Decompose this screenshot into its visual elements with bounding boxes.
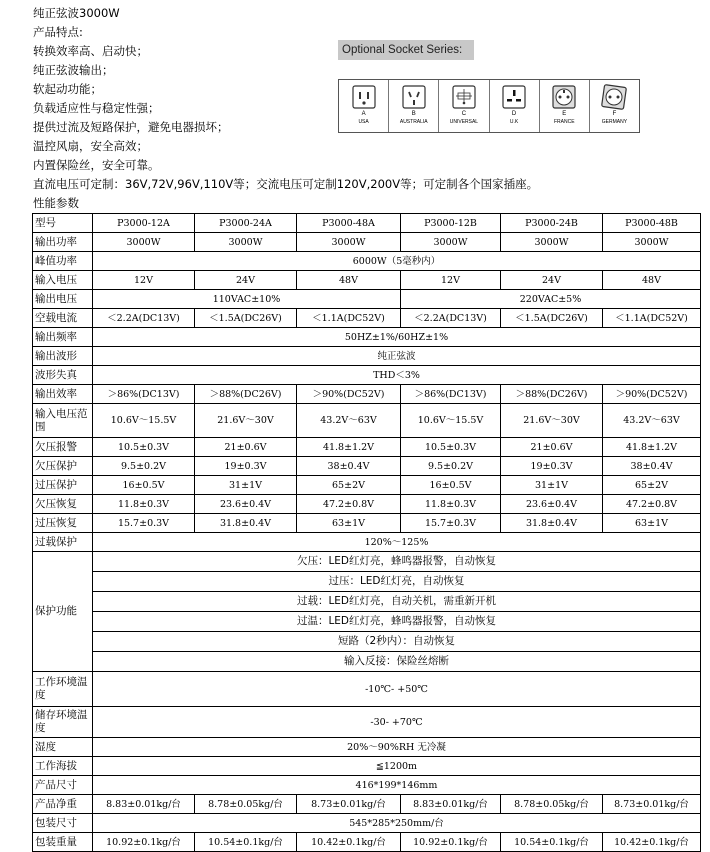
- spec-value: 31±1V: [195, 476, 297, 495]
- spec-row: [33, 438, 701, 457]
- spec-value: 63±1V: [297, 514, 401, 533]
- spec-row: [33, 814, 701, 833]
- spec-value: 3000W: [501, 233, 603, 252]
- spec-value: P3000-24B: [501, 214, 603, 233]
- feature-line: 提供过流及短路保护，避免电器损坏；: [33, 120, 229, 134]
- spec-value: 9.5±0.2V: [93, 457, 195, 476]
- socket-option-e: [540, 80, 590, 132]
- socket-option-b: [389, 80, 439, 132]
- spec-row: [33, 552, 701, 672]
- australia-socket-icon: [399, 84, 429, 110]
- spec-value: ＞88%(DC26V): [501, 385, 603, 404]
- spec-value: 16±0.5V: [401, 476, 501, 495]
- spec-row: [33, 347, 701, 366]
- spec-label: 保护功能: [33, 552, 93, 672]
- spec-row: [33, 271, 701, 290]
- spec-value: ＜2.2A(DC13V): [401, 309, 501, 328]
- spec-value: 19±0.3V: [195, 457, 297, 476]
- spec-value: 10.42±0.1kg/台: [603, 833, 701, 852]
- spec-label: 过压保护: [33, 476, 93, 495]
- usa-socket-icon: [349, 84, 379, 110]
- spec-row: [33, 776, 701, 795]
- spec-label: 输出频率: [33, 328, 93, 347]
- socket-country: USA: [358, 119, 369, 125]
- spec-table-body: [33, 214, 701, 852]
- spec-value: 48V: [297, 271, 401, 290]
- spec-row: [33, 214, 701, 233]
- spec-value: -30- +70℃: [93, 707, 701, 738]
- spec-value: 纯正弦波: [93, 347, 701, 366]
- spec-row: [33, 533, 701, 552]
- specs-heading: 性能参数: [33, 196, 79, 210]
- spec-label: 输入电压: [33, 271, 93, 290]
- socket-country: FRANCE: [553, 119, 575, 125]
- spec-value: 16±0.5V: [93, 476, 195, 495]
- socket-letter: E: [562, 111, 567, 117]
- socket-country: GERMANY: [601, 119, 628, 125]
- spec-value: P3000-12B: [401, 214, 501, 233]
- spec-value: ＞90%(DC52V): [297, 385, 401, 404]
- socket-country: U.K: [509, 119, 519, 125]
- spec-row: [33, 290, 701, 309]
- feature-line: 转换效率高、启动快；: [33, 44, 148, 58]
- spec-label: 输出电压: [33, 290, 93, 309]
- spec-row: [33, 495, 701, 514]
- spec-value: 38±0.4V: [297, 457, 401, 476]
- spec-value: ＜1.1A(DC52V): [297, 309, 401, 328]
- spec-value: 10.54±0.1kg/台: [501, 833, 603, 852]
- spec-row: [33, 404, 701, 438]
- protection-line: 欠压：LED红灯亮，蜂鸣器报警，自动恢复: [93, 552, 700, 572]
- spec-value: ＞86%(DC13V): [401, 385, 501, 404]
- spec-value: 12V: [401, 271, 501, 290]
- spec-row: [33, 252, 701, 271]
- spec-label: 欠压恢复: [33, 495, 93, 514]
- spec-value: 47.2±0.8V: [297, 495, 401, 514]
- spec-value: 21±0.6V: [501, 438, 603, 457]
- spec-row: [33, 385, 701, 404]
- spec-value: 43.2V～63V: [297, 404, 401, 438]
- protection-line: 过载：LED红灯亮，自动关机，需重新开机: [93, 592, 700, 612]
- socket-option-a: [339, 80, 389, 132]
- spec-value: ＜1.5A(DC26V): [195, 309, 297, 328]
- spec-value: 24V: [195, 271, 297, 290]
- spec-value: ＜1.1A(DC52V): [603, 309, 701, 328]
- socket-option-f: [590, 80, 639, 132]
- spec-value: P3000-24A: [195, 214, 297, 233]
- spec-value: 23.6±0.4V: [501, 495, 603, 514]
- spec-value: 3000W: [297, 233, 401, 252]
- feature-line: 软起动功能；: [33, 82, 102, 96]
- spec-value: 21±0.6V: [195, 438, 297, 457]
- feature-line: 温控风扇，安全高效；: [33, 139, 148, 153]
- spec-value: 8.73±0.01kg/台: [297, 795, 401, 814]
- feature-line: 内置保险丝，安全可靠。: [33, 158, 160, 172]
- spec-value: 6000W（5毫秒内）: [93, 252, 701, 271]
- spec-value: 11.8±0.3V: [93, 495, 195, 514]
- spec-label: 包装重量: [33, 833, 93, 852]
- spec-value: ＞88%(DC26V): [195, 385, 297, 404]
- spec-value: P3000-12A: [93, 214, 195, 233]
- spec-value: 8.78±0.05kg/台: [501, 795, 603, 814]
- socket-letter: A: [361, 111, 366, 117]
- protection-line: 过压：LED红灯亮，自动恢复: [93, 572, 700, 592]
- socket-country: AUSTRALIA: [399, 119, 428, 125]
- spec-value: 8.78±0.05kg/台: [195, 795, 297, 814]
- spec-value: 41.8±1.2V: [297, 438, 401, 457]
- spec-value: 10.42±0.1kg/台: [297, 833, 401, 852]
- socket-letter: F: [612, 111, 617, 117]
- socket-letter: C: [461, 111, 467, 117]
- spec-value: 48V: [603, 271, 701, 290]
- uk-socket-icon: [499, 84, 529, 110]
- spec-row: [33, 738, 701, 757]
- germany-socket-icon: [599, 84, 629, 110]
- spec-row: [33, 757, 701, 776]
- protection-line: 输入反接：保险丝熔断: [344, 655, 449, 667]
- feature-line: 负载适应性与稳定性强；: [33, 101, 160, 115]
- spec-value: 63±1V: [603, 514, 701, 533]
- spec-label: 输出功率: [33, 233, 93, 252]
- spec-value: 220VAC±5%: [401, 290, 701, 309]
- universal-socket-icon: [449, 84, 479, 110]
- spec-value: 10.6V～15.5V: [401, 404, 501, 438]
- socket-letter: D: [511, 111, 517, 117]
- spec-row: [33, 795, 701, 814]
- spec-label: 欠压报警: [33, 438, 93, 457]
- spec-value: ＞90%(DC52V): [603, 385, 701, 404]
- socket-strip: [338, 79, 640, 133]
- spec-row: [33, 833, 701, 852]
- spec-row: [33, 514, 701, 533]
- spec-row: [33, 233, 701, 252]
- spec-value: 21.6V～30V: [501, 404, 603, 438]
- spec-label: 过载保护: [33, 533, 93, 552]
- socket-country: UNIVERSAL: [449, 119, 479, 125]
- spec-value: ＜2.2A(DC13V): [93, 309, 195, 328]
- spec-label: 工作海拔: [33, 757, 93, 776]
- spec-value: 10.92±0.1kg/台: [401, 833, 501, 852]
- spec-label: 波形失真: [33, 366, 93, 385]
- spec-value: 43.2V～63V: [603, 404, 701, 438]
- spec-value: 8.73±0.01kg/台: [603, 795, 701, 814]
- spec-value: P3000-48B: [603, 214, 701, 233]
- spec-value: ＞86%(DC13V): [93, 385, 195, 404]
- protection-lines-cell: [93, 552, 701, 672]
- spec-label: 型号: [33, 214, 93, 233]
- spec-value: 23.6±0.4V: [195, 495, 297, 514]
- spec-value: 31.8±0.4V: [195, 514, 297, 533]
- spec-value: 65±2V: [603, 476, 701, 495]
- spec-label: 湿度: [33, 738, 93, 757]
- spec-value: -10℃- +50℃: [93, 672, 701, 707]
- socket-series-panel: [336, 38, 642, 141]
- spec-value: 10.54±0.1kg/台: [195, 833, 297, 852]
- spec-row: [33, 457, 701, 476]
- socket-option-d: [490, 80, 540, 132]
- spec-value: P3000-48A: [297, 214, 401, 233]
- socket-letter: B: [411, 111, 416, 117]
- spec-value: 8.83±0.01kg/台: [401, 795, 501, 814]
- spec-value: 41.8±1.2V: [603, 438, 701, 457]
- spec-value: 47.2±0.8V: [603, 495, 701, 514]
- spec-value: 120%～125%: [93, 533, 701, 552]
- spec-value: 545*285*250mm/台: [93, 814, 701, 833]
- spec-value: THD＜3%: [93, 366, 701, 385]
- spec-value: 38±0.4V: [603, 457, 701, 476]
- feature-line: 纯正弦波输出；: [33, 63, 114, 77]
- spec-value: 50HZ±1%/60HZ±1%: [93, 328, 701, 347]
- spec-value: 11.8±0.3V: [401, 495, 501, 514]
- spec-value: 416*199*146mm: [93, 776, 701, 795]
- spec-label: 峰值功率: [33, 252, 93, 271]
- spec-row: [33, 366, 701, 385]
- features-heading: 产品特点:: [33, 25, 83, 39]
- spec-value: 10.6V～15.5V: [93, 404, 195, 438]
- protection-line: 短路（2秒内）：自动恢复: [93, 632, 700, 652]
- spec-value: 65±2V: [297, 476, 401, 495]
- spec-label: 储存环境温度: [33, 707, 93, 738]
- spec-label: 欠压保护: [33, 457, 93, 476]
- spec-label: 过压恢复: [33, 514, 93, 533]
- spec-value: 31±1V: [501, 476, 603, 495]
- spec-value: 12V: [93, 271, 195, 290]
- spec-value: 10.92±0.1kg/台: [93, 833, 195, 852]
- socket-series-title: Optional Socket Series:: [338, 40, 474, 60]
- spec-value: 3000W: [93, 233, 195, 252]
- spec-value: 3000W: [401, 233, 501, 252]
- spec-value: 15.7±0.3V: [93, 514, 195, 533]
- spec-label: 输出效率: [33, 385, 93, 404]
- spec-value: 8.83±0.01kg/台: [93, 795, 195, 814]
- product-title: 纯正弦波3000W: [33, 6, 120, 20]
- spec-value: 10.5±0.3V: [401, 438, 501, 457]
- spec-row: [33, 476, 701, 495]
- customization-line: 直流电压可定制：36V,72V,96V,110V等；交流电压可定制120V,200V等；可定制各个国家插座。: [33, 177, 539, 191]
- spec-value: 9.5±0.2V: [401, 457, 501, 476]
- spec-label: 包装尺寸: [33, 814, 93, 833]
- spec-value: 10.5±0.3V: [93, 438, 195, 457]
- spec-row: [33, 707, 701, 738]
- spec-value: 31.8±0.4V: [501, 514, 603, 533]
- spec-value: 21.6V～30V: [195, 404, 297, 438]
- spec-value: 3000W: [195, 233, 297, 252]
- spec-value: ≦1200m: [93, 757, 701, 776]
- spec-value: 19±0.3V: [501, 457, 603, 476]
- spec-value: 20%～90%RH 无冷凝: [93, 738, 701, 757]
- spec-row: [33, 309, 701, 328]
- spec-label: 输出波形: [33, 347, 93, 366]
- spec-value: 110VAC±10%: [93, 290, 401, 309]
- spec-row: [33, 672, 701, 707]
- spec-value: 3000W: [603, 233, 701, 252]
- spec-label: 工作环境温度: [33, 672, 93, 707]
- spec-value: ＜1.5A(DC26V): [501, 309, 603, 328]
- spec-label: 产品净重: [33, 795, 93, 814]
- spec-label: 输入电压范围: [33, 404, 93, 438]
- socket-option-c: [439, 80, 489, 132]
- spec-row: [33, 328, 701, 347]
- spec-table: [32, 213, 701, 852]
- france-socket-icon: [549, 84, 579, 110]
- protection-line: 过温：LED红灯亮，蜂鸣器报警，自动恢复: [93, 612, 700, 632]
- spec-value: 24V: [501, 271, 603, 290]
- spec-value: 15.7±0.3V: [401, 514, 501, 533]
- spec-label: 空载电流: [33, 309, 93, 328]
- spec-label: 产品尺寸: [33, 776, 93, 795]
